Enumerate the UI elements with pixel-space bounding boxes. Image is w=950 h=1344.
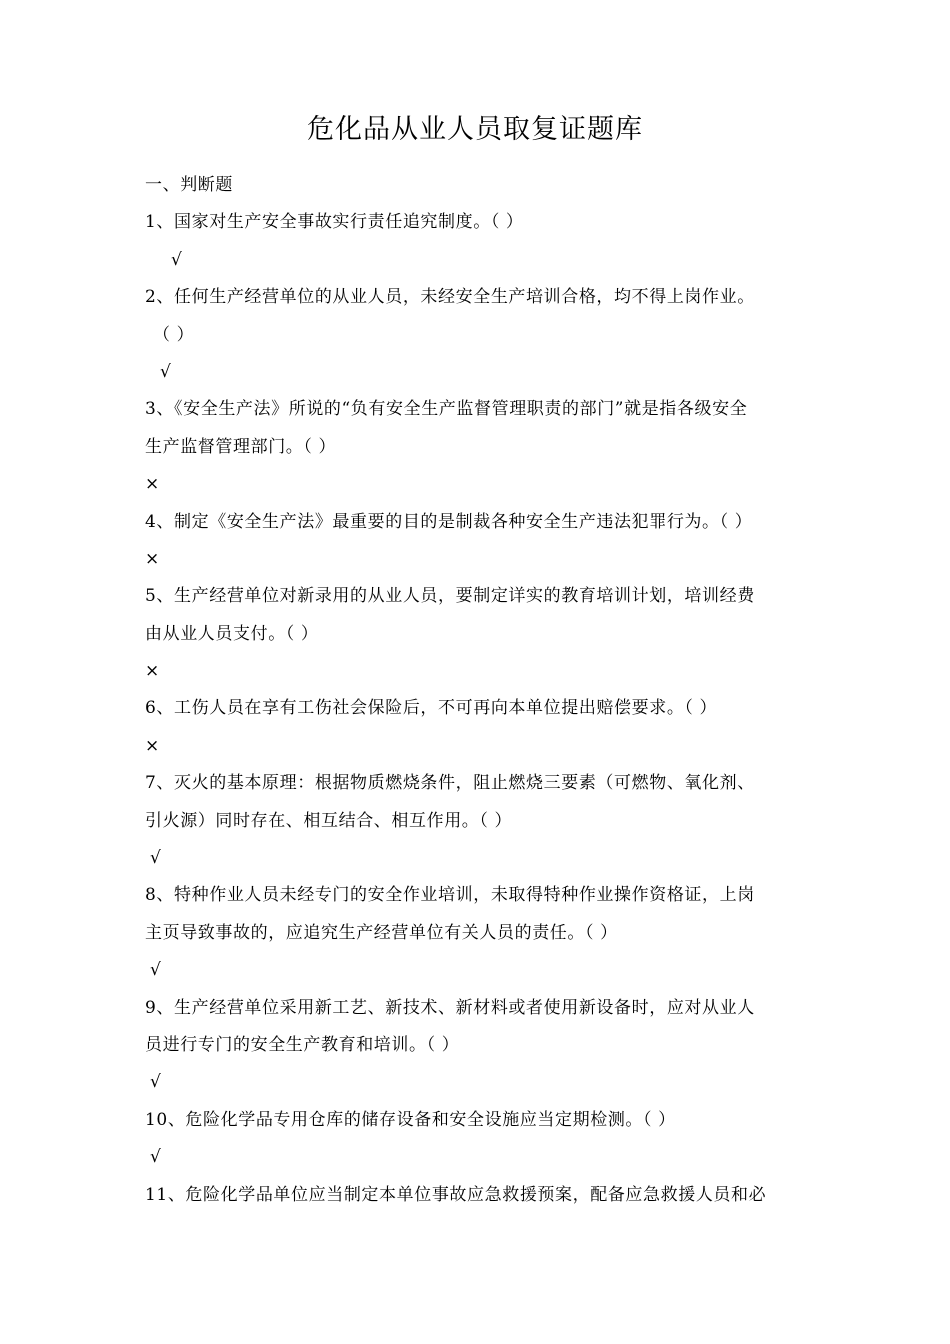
question-line: 员进行专门的安全生产教育和培训。（ ）	[145, 1034, 460, 1055]
question-line: 由从业人员支付。（ ）	[145, 623, 319, 644]
question-line: 8、特种作业人员未经专门的安全作业培训，未取得特种作业操作资格证，上岗	[145, 885, 755, 906]
question-line: 主页导致事故的，应追究生产经营单位有关人员的责任。（ ）	[145, 922, 618, 943]
section-heading: 一、判断题	[145, 175, 233, 195]
question-line: 6、工伤人员在享有工伤社会保险后，不可再向本单位提出赔偿要求。（ ）	[145, 698, 718, 719]
question-line: 生产监督管理部门。（ ）	[145, 436, 337, 457]
answer-mark: ×	[145, 735, 160, 756]
question-line: （ ）	[153, 324, 195, 345]
answer-mark: ×	[145, 548, 160, 569]
question-line: 引火源）同时存在、相互结合、相互作用。（ ）	[145, 810, 513, 831]
answer-mark: ×	[145, 474, 160, 495]
answer-mark: √	[150, 1072, 162, 1093]
question-line: 1、国家对生产安全事故实行责任追究制度。（ ）	[145, 212, 524, 233]
question-line: 3、《安全生产法》所说的“负有安全生产监督管理职责的部门”就是指各级安全	[145, 399, 748, 420]
document-body	[145, 167, 815, 1214]
question-line: 11、危险化学品单位应当制定本单位事故应急救援预案，配备应急救援人员和必	[145, 1184, 767, 1205]
answer-mark: √	[150, 1147, 162, 1168]
question-line: 7、灭火的基本原理：根据物质燃烧条件，阻止燃烧三要素（可燃物、氧化剂、	[145, 773, 755, 794]
question-line: 4、制定《安全生产法》最重要的目的是制裁各种安全生产违法犯罪行为。（ ）	[145, 511, 753, 532]
answer-mark: √	[150, 848, 162, 869]
answer-mark: √	[160, 361, 172, 382]
question-line: 2、任何生产经营单位的从业人员，未经安全生产培训合格，均不得上岗作业。	[145, 287, 755, 308]
answer-mark: √	[171, 249, 183, 270]
question-line: 10、危险化学品专用仓库的储存设备和安全设施应当定期检测。（ ）	[145, 1109, 676, 1130]
answer-mark: √	[150, 960, 162, 981]
document-title: 危化品从业人员取复证题库	[307, 114, 643, 145]
question-line: 9、生产经营单位采用新工艺、新技术、新材料或者使用新设备时，应对从业人	[145, 997, 755, 1018]
question-line: 5、生产经营单位对新录用的从业人员，要制定详实的教育培训计划，培训经费	[145, 586, 755, 607]
answer-mark: ×	[145, 661, 160, 682]
